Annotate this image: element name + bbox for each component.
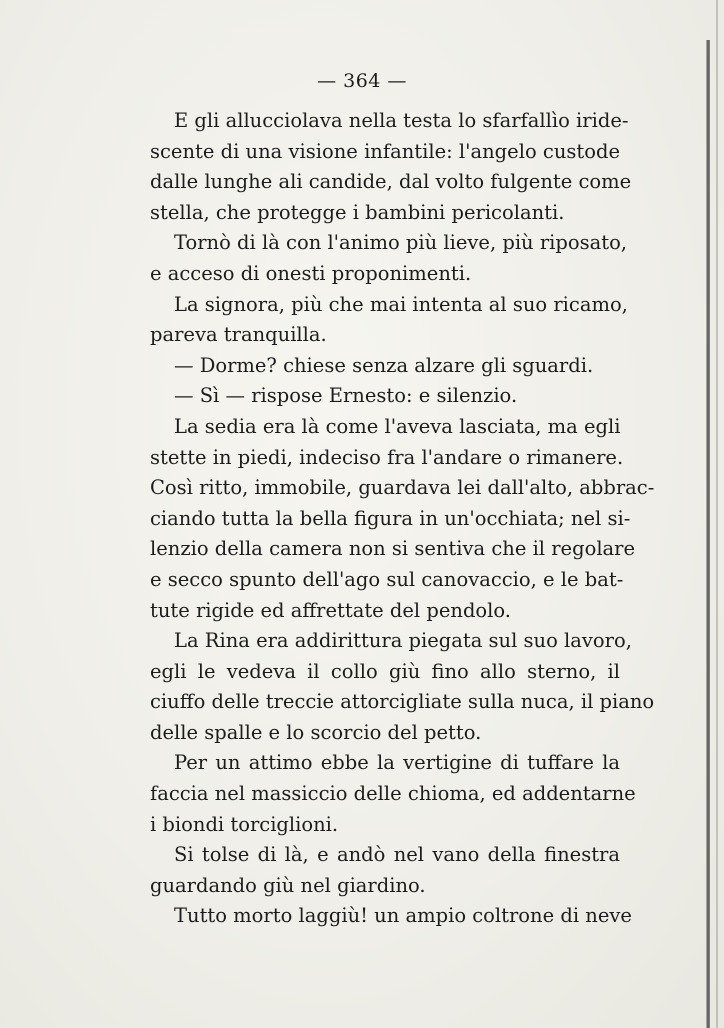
page-number: — 364 — <box>317 70 407 92</box>
text-line: Per un attimo ebbe la vertigine di tuffare la <box>174 751 620 775</box>
text-line: tute rigide ed affrettate del pendolo. <box>150 598 511 622</box>
text-line: faccia nel massiccio delle chioma, ed addentarne <box>150 782 636 806</box>
body-text <box>150 106 655 932</box>
text-line: e acceso di onesti proponimenti. <box>150 261 472 285</box>
text-line: E gli allucciolava nella testa lo sfarfallìo iride- <box>174 109 629 132</box>
text-line: lenzio della camera non si sentiva che il regolare <box>150 537 636 561</box>
text-line: egli le vedeva il collo giù fino allo sterno, il <box>150 659 620 683</box>
text-line: Tutto morto laggiù! un ampio coltrone di neve <box>174 904 632 928</box>
text-line: La signora, più che mai intenta al suo ricamo, <box>174 292 628 316</box>
page-binding-shadow <box>716 0 718 1028</box>
text-line: — Dorme? chiese senza alzare gli sguardi. <box>174 353 594 377</box>
text-line: Tornò di là con l'animo più lieve, più riposato, <box>174 231 628 255</box>
text-line: — Sì — rispose Ernesto: e silenzio. <box>174 384 518 408</box>
text-line: stella, che protegge i bambini pericolanti. <box>150 200 565 224</box>
text-line: delle spalle e lo scorcio del petto. <box>150 720 482 744</box>
text-line: ciando tutta la bella figura in un'occhiata; nel si- <box>150 506 631 530</box>
text-line: La sedia era là come l'aveva lasciata, ma egli <box>174 414 621 438</box>
text-line: i biondi torciglioni. <box>150 812 339 836</box>
text-line: pareva tranquilla. <box>150 323 327 347</box>
text-line: ciuffo delle treccie attorcigliate sulla nuca, il piano <box>150 690 655 714</box>
text-line: scente di una visione infantile: l'angelo custode <box>150 139 620 163</box>
text-line: guardando giù nel giardino. <box>150 873 426 897</box>
text-line: La Rina era addirittura piegata sul suo lavoro, <box>174 629 632 653</box>
text-line: Si tolse di là, e andò nel vano della finestra <box>174 843 620 867</box>
text-line: e secco spunto dell'ago sul canovaccio, e le bat- <box>150 567 624 591</box>
text-line: stette in piedi, indeciso fra l'andare o rimanere. <box>150 445 624 469</box>
text-line: dalle lunghe ali candide, dal volto fulgente come <box>150 170 632 194</box>
page-binding-edge <box>706 40 710 1028</box>
text-line: Così ritto, immobile, guardava lei dall'alto, abbrac- <box>150 476 655 500</box>
